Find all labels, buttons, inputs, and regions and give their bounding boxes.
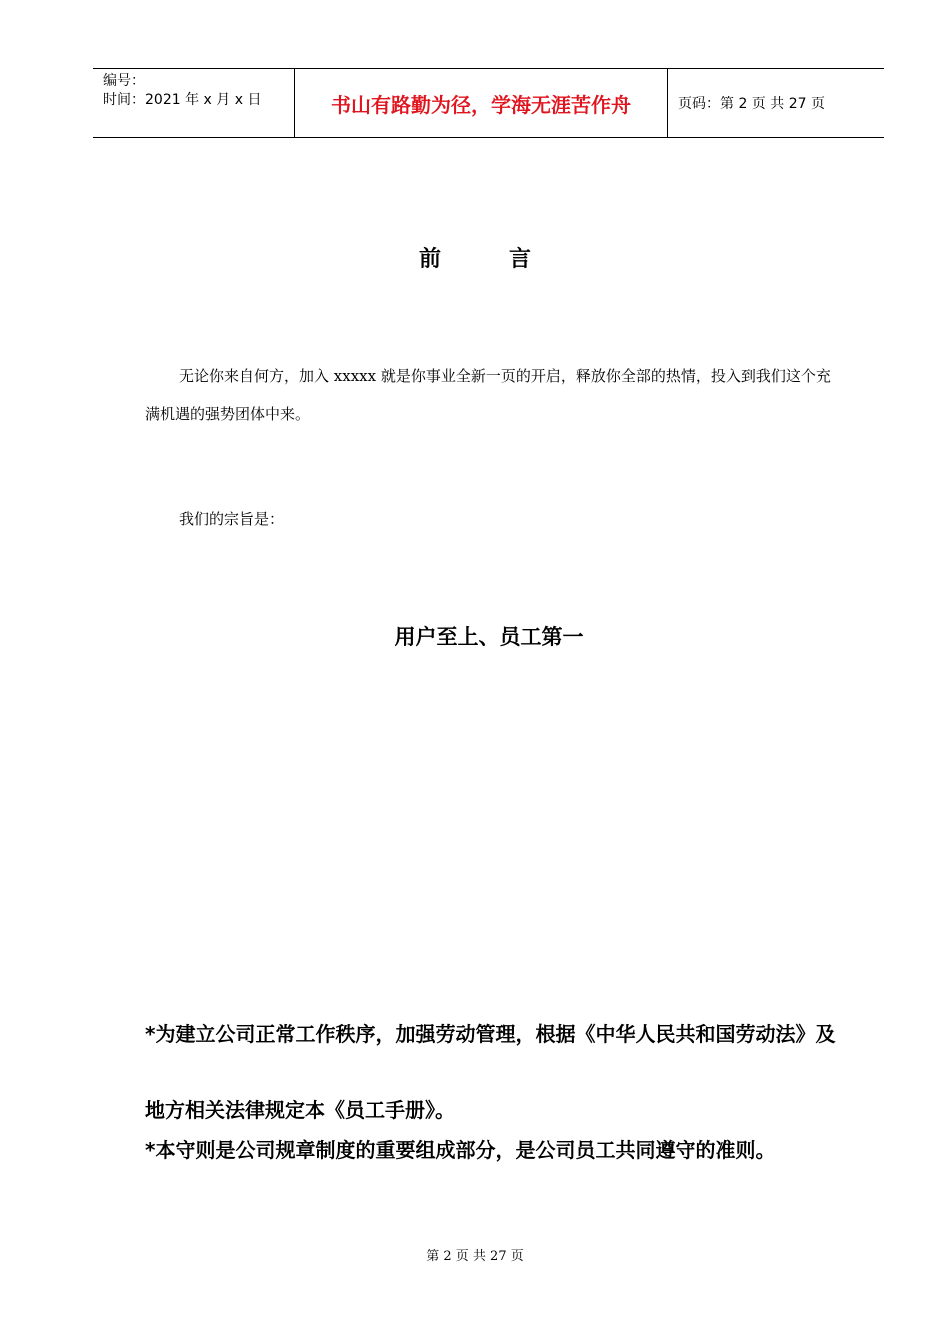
title-char-2: 言 <box>509 247 532 272</box>
rule-paragraph-2: *本守则是公司规章制度的重要组成部分，是公司员工共同遵守的准则。 <box>145 1138 776 1162</box>
header-meta-cell <box>93 69 295 137</box>
header-page-info: 页码：第 2 页 共 27 页 <box>678 96 825 112</box>
document-header <box>93 68 884 138</box>
title-char-1: 前 <box>418 247 441 272</box>
company-motto: 用户至上、员工第一 <box>394 625 584 649</box>
purpose-label: 我们的宗旨是： <box>179 510 285 528</box>
intro-paragraph: 无论你来自何方，加入 xxxxx 就是你事业全新一页的开启，释放你全部的热情，投入到我们这个充满机遇的强势团体中来。 <box>145 367 831 423</box>
document-time-label: 时间：2021 年 x 月 x 日 <box>103 92 262 108</box>
document-number-label: 编号： <box>103 73 145 89</box>
header-motto: 书山有路勤为径，学海无涯苦作舟 <box>295 69 668 137</box>
rule-paragraph-1: *为建立公司正常工作秩序，加强劳动管理，根据《中华人民共和国劳动法》及地方相关法律规定本《员工手册》。 <box>145 1022 836 1122</box>
page-footer: 第 2 页 共 27 页 <box>426 1249 524 1264</box>
page-title <box>0 242 950 273</box>
